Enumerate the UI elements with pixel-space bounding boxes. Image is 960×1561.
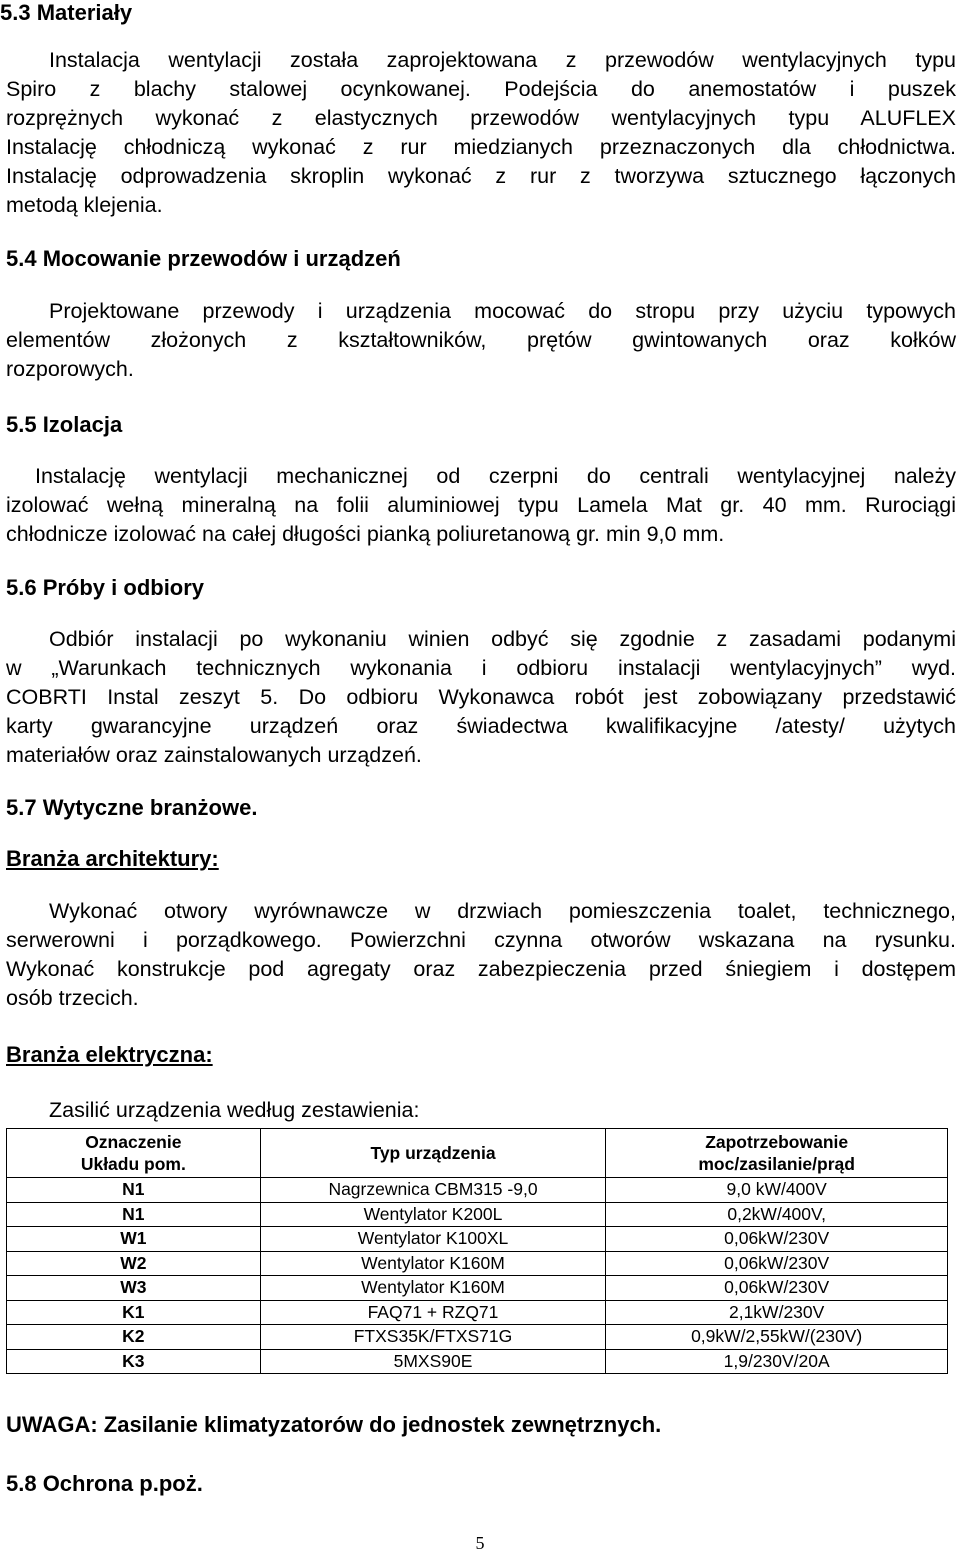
header-line: Typ urządzenia xyxy=(370,1143,496,1163)
paragraph-line: Projektowane przewody i urządzenia mocować do stropu przy użyciu typowych xyxy=(49,299,956,323)
paragraph-line: chłodnicze izolować na całej długości pianką poliuretanową gr. min 9,0 mm. xyxy=(6,522,725,546)
architecture-paragraph xyxy=(6,897,956,1013)
device-type-cell: Wentylator K160M xyxy=(260,1276,606,1301)
header-line: Układu pom. xyxy=(80,1154,186,1174)
electrical-note: UWAGA: Zasilanie klimatyzatorów do jednostek zewnętrznych. xyxy=(6,1412,662,1437)
paragraph-line: Wykonać otwory wyrównawcze w drzwiach pomieszczenia toalet, technicznego, xyxy=(49,899,956,923)
power-cell: 0,9kW/2,55kW/(230V) xyxy=(606,1325,948,1350)
power-cell: 2,1kW/230V xyxy=(606,1300,948,1325)
section-5-3-paragraph xyxy=(6,46,956,220)
designation-cell: N1 xyxy=(7,1202,261,1227)
electrical-heading: Branża elektryczna: xyxy=(6,1042,213,1067)
header-line: Oznaczenie xyxy=(85,1132,182,1152)
designation-cell: W3 xyxy=(7,1276,261,1301)
power-cell: 0,2kW/400V, xyxy=(606,1202,948,1227)
paragraph-line: Instalację odprowadzenia skroplin wykonać z rur z tworzywa sztucznego łączonych xyxy=(6,164,956,188)
table-row xyxy=(7,1349,948,1374)
device-type-cell: Wentylator K100XL xyxy=(260,1227,606,1252)
paragraph-line: metodą klejenia. xyxy=(6,193,163,217)
paragraph-line: w „Warunkach technicznych wykonania i odbioru instalacji wentylacyjnych” wyd. xyxy=(6,656,956,680)
paragraph-line: serwerowni i porządkowego. Powierzchni czynna otworów wskazana na rysunku. xyxy=(6,928,956,952)
designation-cell: K3 xyxy=(7,1349,261,1374)
designation-cell: K2 xyxy=(7,1325,261,1350)
section-5-4-paragraph xyxy=(6,297,956,384)
paragraph-line: elementów złożonych z kształtowników, prętów gwintowanych oraz kołków xyxy=(6,328,956,352)
section-5-4-heading: 5.4 Mocowanie przewodów i urządzeń xyxy=(6,246,401,271)
designation-cell: K1 xyxy=(7,1300,261,1325)
paragraph-line: karty gwarancyjne urządzeń oraz świadectwa kwalifikacyjne /atesty/ użytych xyxy=(6,714,956,738)
paragraph-line: Instalację chłodniczą wykonać z rur miedzianych przeznaczonych dla chłodnictwa. xyxy=(6,135,956,159)
paragraph-line: rozprężnych wykonać z elastycznych przewodów wentylacyjnych typu ALUFLEX xyxy=(6,106,956,130)
paragraph-line: Instalacja wentylacji została zaprojektowana z przewodów wentylacyjnych typu xyxy=(49,48,956,72)
table-row xyxy=(7,1202,948,1227)
device-type-cell: Wentylator K200L xyxy=(260,1202,606,1227)
power-cell: 0,06kW/230V xyxy=(606,1276,948,1301)
paragraph-line: Odbiór instalacji po wykonaniu winien odbyć się zgodnie z zasadami podanymi xyxy=(49,627,956,651)
section-5-8-heading: 5.8 Ochrona p.poż. xyxy=(6,1471,203,1496)
section-5-3-heading: 5.3 Materiały xyxy=(0,0,133,25)
section-5-5-heading: 5.5 Izolacja xyxy=(6,412,123,437)
table-row xyxy=(7,1300,948,1325)
section-5-7-heading: 5.7 Wytyczne branżowe. xyxy=(6,795,258,820)
column-header-designation xyxy=(7,1129,261,1178)
table-row xyxy=(7,1251,948,1276)
table-row xyxy=(7,1178,948,1203)
device-type-cell: FAQ71 + RZQ71 xyxy=(260,1300,606,1325)
designation-cell: W2 xyxy=(7,1251,261,1276)
paragraph-line: osób trzecich. xyxy=(6,986,139,1010)
power-cell: 0,06kW/230V xyxy=(606,1251,948,1276)
section-5-5-paragraph xyxy=(6,462,956,549)
section-5-6-paragraph xyxy=(6,625,956,770)
column-header-device-type xyxy=(260,1129,606,1178)
header-line: moc/zasilanie/prąd xyxy=(698,1154,855,1174)
column-header-power-demand xyxy=(606,1129,948,1178)
designation-cell: N1 xyxy=(7,1178,261,1203)
power-supply-table xyxy=(6,1128,948,1374)
device-type-cell: Nagrzewnica CBM315 -9,0 xyxy=(260,1178,606,1203)
paragraph-line: Spiro z blachy stalowej ocynkowanej. Podejścia do anemostatów i puszek xyxy=(6,77,956,101)
paragraph-line: izolować wełną mineralną na folii aluminiowej typu Lamela Mat gr. 40 mm. Rurociągi xyxy=(6,493,956,517)
paragraph-line: rozporowych. xyxy=(6,357,134,381)
paragraph-line: Instalację wentylacji mechanicznej od czerpni do centrali wentylacyjnej należy xyxy=(35,464,956,488)
paragraph-line: COBRTI Instal zeszyt 5. Do odbioru Wykonawca robót jest zobowiązany przedstawić xyxy=(6,685,956,709)
table-row xyxy=(7,1276,948,1301)
power-cell: 1,9/230V/20A xyxy=(606,1349,948,1374)
power-cell: 0,06kW/230V xyxy=(606,1227,948,1252)
designation-cell: W1 xyxy=(7,1227,261,1252)
table-header-row xyxy=(7,1129,948,1178)
paragraph-line: materiałów oraz zainstalowanych urządzeń. xyxy=(6,743,422,767)
architecture-heading: Branża architektury: xyxy=(6,846,219,871)
electrical-intro: Zasilić urządzenia według zestawienia: xyxy=(49,1098,420,1122)
page-number: 5 xyxy=(475,1533,485,1553)
table-row xyxy=(7,1227,948,1252)
paragraph-line: Wykonać konstrukcje pod agregaty oraz zabezpieczenia przed śniegiem i dostępem xyxy=(6,957,956,981)
section-5-6-heading: 5.6 Próby i odbiory xyxy=(6,575,205,600)
table-row xyxy=(7,1325,948,1350)
header-line: Zapotrzebowanie xyxy=(705,1132,849,1152)
power-cell: 9,0 kW/400V xyxy=(606,1178,948,1203)
device-type-cell: Wentylator K160M xyxy=(260,1251,606,1276)
device-type-cell: 5MXS90E xyxy=(260,1349,606,1374)
device-type-cell: FTXS35K/FTXS71G xyxy=(260,1325,606,1350)
